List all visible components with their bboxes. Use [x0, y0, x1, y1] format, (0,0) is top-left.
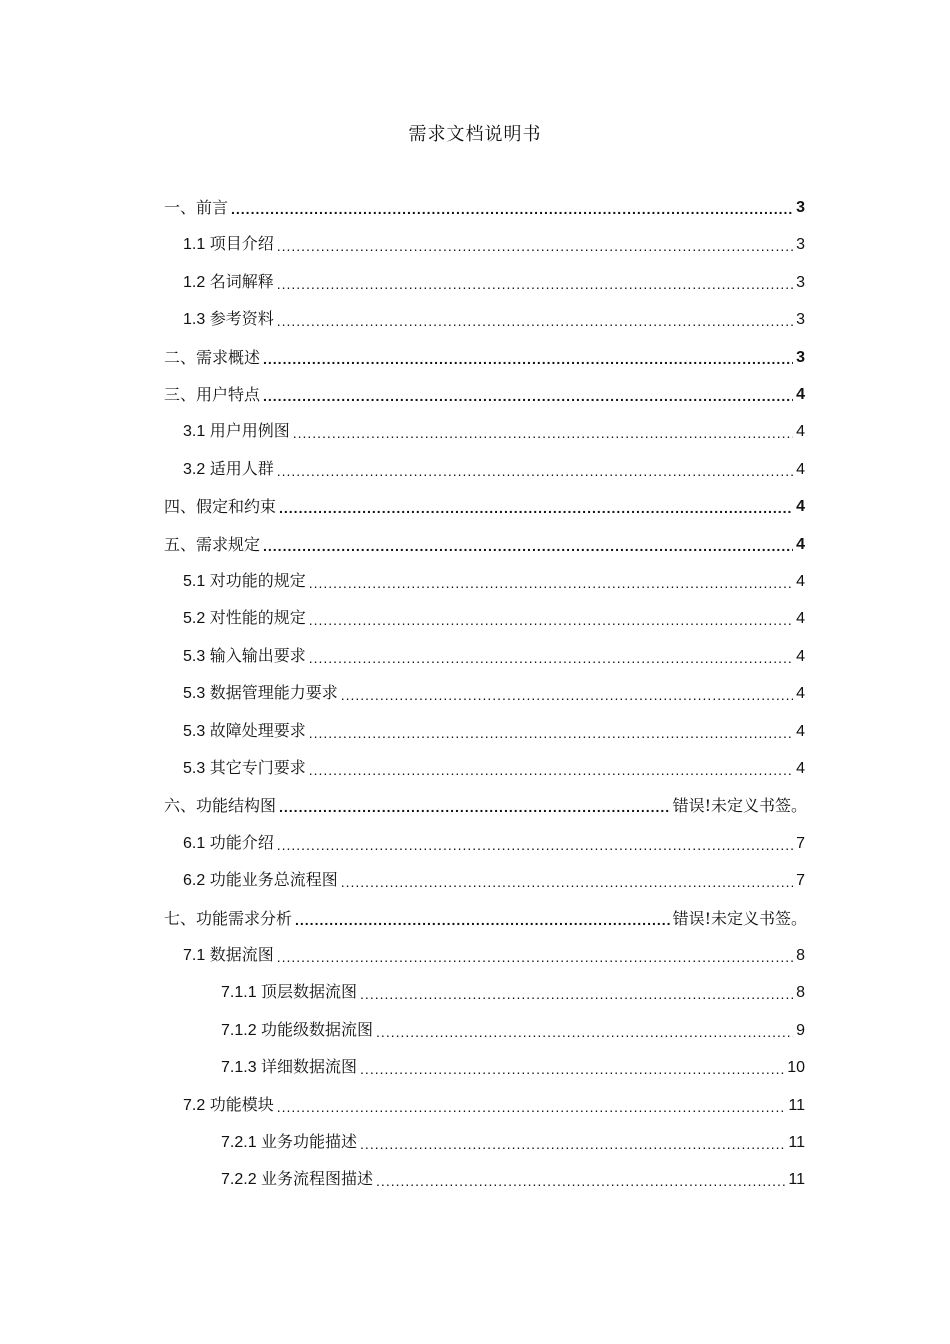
toc-dot-leader: [277, 275, 793, 293]
toc-entry-text: 一、前言: [164, 198, 229, 217]
toc-entry-label: [164, 348, 260, 368]
toc-entry[interactable]: [183, 227, 805, 255]
toc-entry-text: 参考资料: [209, 309, 274, 329]
toc-entry-label: [183, 646, 306, 667]
toc-entry-text: 功能业务总流程图: [209, 870, 338, 890]
toc-entry-label: [183, 945, 274, 966]
toc-entry[interactable]: [221, 1162, 805, 1190]
toc-entry-page-number: 8: [796, 984, 805, 1002]
toc-entry-label: [164, 385, 260, 405]
toc-entry-page-number: 7: [796, 872, 805, 890]
toc-entry-page-number: 3: [796, 348, 805, 366]
toc-entry-text: 五、需求规定: [164, 534, 261, 554]
toc-entry[interactable]: [183, 302, 805, 330]
toc-entry-text: 业务流程图描述: [261, 1169, 374, 1189]
toc-entry-text: 输入输出要求: [209, 645, 306, 665]
toc-entry-number: 7.2: [183, 1096, 210, 1114]
toc-entry-number: 7.2.2: [221, 1171, 262, 1189]
toc-dot-leader: [341, 873, 793, 891]
toc-entry-page-number: 10: [787, 1059, 805, 1077]
toc-dot-leader: [277, 462, 793, 480]
toc-entry-text: 功能介绍: [209, 832, 274, 852]
toc-entry-page-number: 3: [796, 236, 805, 254]
toc-entry[interactable]: [164, 788, 807, 816]
toc-entry-page-number: 3: [796, 199, 805, 216]
toc-entry-label: [164, 796, 276, 816]
toc-entry-page-number: 7: [796, 834, 805, 852]
toc-entry-page-number: 4: [796, 460, 805, 478]
toc-entry-text: 功能模块: [209, 1094, 274, 1114]
toc-entry[interactable]: [183, 826, 805, 854]
toc-entry-label: [183, 683, 338, 704]
toc-dot-leader: [309, 649, 793, 667]
toc-entry-label: [221, 1057, 357, 1078]
toc-entry-page-number: 11: [788, 1096, 805, 1114]
toc-entry-page-number: 4: [796, 722, 805, 740]
toc-entry[interactable]: [183, 414, 805, 442]
toc-dot-leader: [309, 611, 793, 629]
toc-entry[interactable]: [221, 1125, 805, 1153]
toc-dot-leader: [263, 387, 793, 405]
toc-dot-leader: [277, 948, 793, 966]
toc-entry-number: 5.3: [183, 760, 210, 777]
toc-dot-leader: [309, 761, 793, 779]
toc-entry-number: 1.1: [183, 236, 210, 254]
toc-entry-number: 3.2: [183, 460, 210, 478]
toc-entry-number: 5.3: [183, 685, 210, 703]
toc-entry[interactable]: [183, 751, 805, 779]
toc-entry-text: 数据管理能力要求: [209, 683, 338, 703]
toc-entry-label: [183, 309, 274, 330]
toc-entry-number: 6.1: [183, 834, 210, 852]
toc-dot-leader: [277, 237, 793, 255]
toc-entry-text: 四、假定和约束: [164, 497, 277, 517]
toc-entry-label: [221, 1020, 373, 1041]
toc-entry-label: [221, 1132, 357, 1153]
toc-entry-label: [164, 497, 276, 517]
toc-entry-number: 5.3: [183, 722, 210, 740]
toc-entry-page-number: 错误!未定义书签。: [672, 796, 807, 816]
toc-entry-text: 数据流图: [209, 945, 274, 964]
toc-entry-text: 项目介绍: [209, 234, 274, 254]
toc-entry-label: [183, 459, 274, 480]
toc-entry-number: 6.2: [183, 872, 210, 890]
toc-entry-number: 7.1.3: [221, 1059, 262, 1077]
toc-dot-leader: [376, 1023, 793, 1041]
toc-entry-label: [183, 421, 290, 442]
toc-entry-page-number: 3: [796, 273, 805, 291]
toc-entry-text: 名词解释: [209, 271, 274, 291]
toc-entry-number: 7.1: [183, 947, 210, 964]
toc-dot-leader: [231, 200, 793, 218]
toc-dot-leader: [279, 499, 793, 517]
toc-entry[interactable]: [164, 190, 805, 218]
toc-entry[interactable]: [183, 1088, 805, 1116]
toc-entry[interactable]: [183, 714, 805, 742]
toc-entry-label: [183, 272, 274, 293]
toc-entry-page-number: 错误!未定义书签。: [672, 908, 807, 928]
toc-entry-number: 5.2: [183, 610, 210, 628]
toc-entry-page-number: 4: [796, 760, 805, 777]
toc-entry-page-number: 3: [796, 311, 805, 329]
toc-entry-text: 顶层数据流图: [261, 982, 358, 1002]
toc-entry-text: 故障处理要求: [209, 720, 306, 740]
toc-entry-label: [164, 909, 292, 929]
toc-entry-page-number: 11: [788, 1134, 805, 1151]
toc-entry-page-number: 4: [796, 573, 805, 590]
toc-dot-leader: [277, 836, 793, 854]
toc-entry[interactable]: [183, 676, 805, 704]
toc-dot-leader: [341, 686, 793, 704]
toc-dot-leader: [360, 985, 793, 1003]
toc-dot-leader: [360, 1135, 785, 1153]
toc-entry-label: [221, 1169, 373, 1190]
toc-entry-text: 其它专门要求: [209, 758, 306, 777]
toc-entry-label: [183, 571, 306, 592]
toc-entry-text: 用户用例图: [209, 421, 290, 441]
toc-dot-leader: [360, 1060, 784, 1078]
toc-entry-label: [183, 608, 306, 629]
toc-entry-number: 1.3: [183, 311, 210, 329]
toc-entry-page-number: 11: [788, 1171, 805, 1189]
toc-entry-page-number: 4: [796, 610, 805, 628]
toc-entry[interactable]: [183, 639, 805, 667]
toc-entry-page-number: 4: [796, 423, 805, 441]
toc-entry-text: 六、功能结构图: [164, 796, 277, 816]
toc-entry-page-number: 8: [796, 947, 805, 964]
toc-entry[interactable]: [164, 377, 805, 405]
toc-entry-label: [183, 234, 274, 255]
toc-entry[interactable]: [221, 1050, 805, 1078]
toc-entry-text: 业务功能描述: [261, 1132, 358, 1151]
toc-entry-page-number: 4: [796, 685, 805, 703]
toc-entry-label: [221, 982, 357, 1003]
toc-entry-label: [183, 721, 306, 742]
toc-entry[interactable]: [183, 452, 805, 480]
toc-entry[interactable]: [221, 1013, 805, 1041]
toc-dot-leader: [279, 798, 670, 816]
toc-entry-text: 对性能的规定: [209, 608, 306, 628]
toc-entry[interactable]: [221, 975, 805, 1003]
toc-entry-page-number: 4: [796, 535, 805, 553]
toc-entry-label: [183, 870, 338, 891]
toc-entry[interactable]: [183, 601, 805, 629]
toc-entry-page-number: 4: [796, 647, 805, 665]
toc-entry[interactable]: [183, 265, 805, 293]
toc-entry[interactable]: [164, 489, 805, 517]
toc-entry-text: 对功能的规定: [209, 571, 306, 590]
toc-dot-leader: [309, 724, 793, 742]
toc-entry-text: 详细数据流图: [261, 1057, 358, 1077]
toc-entry-label: [164, 198, 228, 218]
toc-dot-leader: [263, 537, 793, 555]
toc-entry[interactable]: [183, 863, 805, 891]
toc-entry-label: [183, 758, 306, 779]
toc-entry-number: 7.1.2: [221, 1021, 262, 1039]
toc-entry-text: 三、用户特点: [164, 385, 261, 404]
toc-dot-leader: [295, 911, 670, 929]
toc-dot-leader: [293, 424, 793, 442]
toc-entry[interactable]: [183, 938, 805, 966]
toc-entry-text: 功能级数据流图: [261, 1019, 374, 1039]
toc-dot-leader: [309, 574, 793, 592]
page-title: 需求文档说明书: [408, 124, 542, 145]
toc-entry-page-number: 4: [796, 498, 805, 516]
toc-entry[interactable]: [164, 901, 807, 929]
toc-entry-number: 5.1: [183, 573, 210, 590]
toc-entry-text: 适用人群: [209, 458, 274, 478]
toc-entry-number: 7.1.1: [221, 984, 262, 1002]
toc-entry-text: 七、功能需求分析: [164, 908, 293, 928]
toc-entry-number: 5.3: [183, 647, 210, 665]
toc-entry[interactable]: [164, 527, 805, 555]
toc-entry-page-number: 4: [796, 386, 805, 403]
toc-dot-leader: [277, 1098, 786, 1116]
toc-entry-number: 7.2.1: [221, 1134, 262, 1151]
toc-dot-leader: [277, 312, 793, 330]
toc-entry-label: [183, 833, 274, 854]
toc-entry-page-number: 9: [796, 1021, 805, 1039]
toc-entry-number: 1.2: [183, 273, 210, 291]
toc-entry[interactable]: [164, 340, 805, 368]
toc-entry-label: [183, 1095, 274, 1116]
toc-entry-text: 二、需求概述: [164, 347, 261, 367]
toc-entry-number: 3.1: [183, 423, 210, 441]
toc-dot-leader: [376, 1172, 785, 1190]
toc-dot-leader: [263, 350, 793, 368]
toc-entry-label: [164, 535, 260, 555]
toc-entry[interactable]: [183, 564, 805, 592]
